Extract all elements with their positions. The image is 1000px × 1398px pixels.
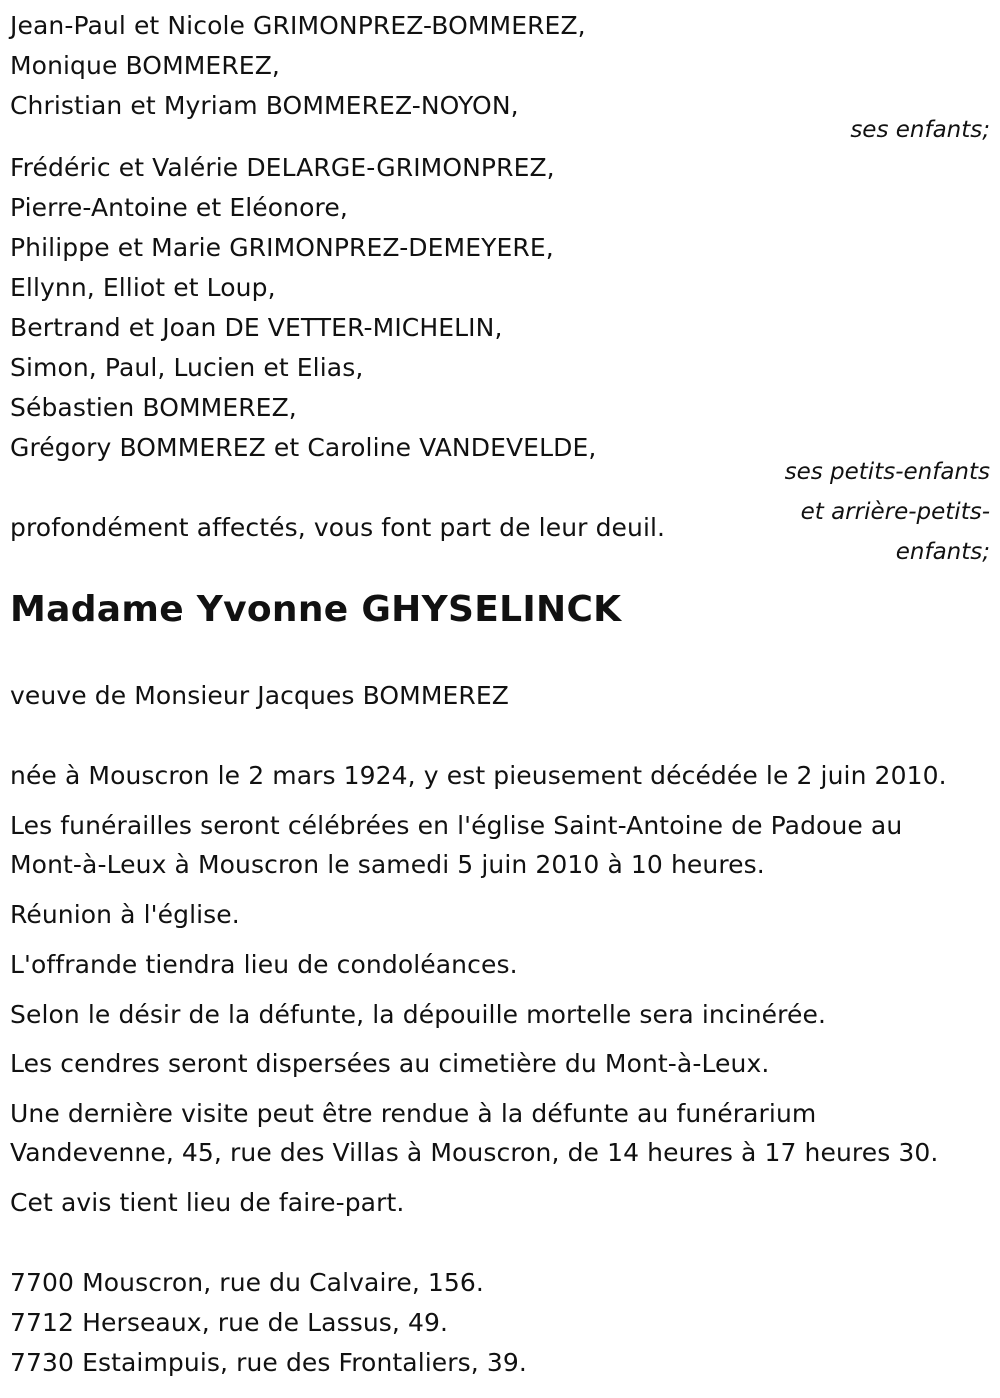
- child-line: Christian et Myriam BOMMEREZ-NOYON,: [10, 91, 519, 120]
- address-line: 7700 Mouscron, rue du Calvaire, 156.: [10, 1268, 484, 1297]
- grandchild-line: Grégory BOMMEREZ et Caroline VANDEVELDE,: [10, 433, 597, 462]
- detail-line: Les funérailles seront célébrées en l'église Saint-Antoine de Padoue au: [10, 811, 903, 840]
- deceased-name: Madame Yvonne GHYSELINCK: [10, 589, 622, 630]
- child-line: Monique BOMMEREZ,: [10, 51, 280, 80]
- grandchild-line: Ellynn, Elliot et Loup,: [10, 273, 276, 302]
- announcement-text: profondément affectés, vous font part de leur deuil.: [10, 513, 666, 542]
- grandchild-line: Pierre-Antoine et Eléonore,: [10, 193, 348, 222]
- grandchild-line: Philippe et Marie GRIMONPREZ-DEMEYERE,: [10, 233, 554, 262]
- widow-of-text: veuve de Monsieur Jacques BOMMEREZ: [10, 681, 509, 710]
- grandchild-line: Frédéric et Valérie DELARGE-GRIMONPREZ,: [10, 153, 555, 182]
- detail-line: Cet avis tient lieu de faire-part.: [10, 1188, 405, 1217]
- children-label: ses enfants;: [850, 117, 990, 143]
- child-line: Jean-Paul et Nicole GRIMONPREZ-BOMMEREZ,: [10, 11, 586, 40]
- detail-line: Mont-à-Leux à Mouscron le samedi 5 juin 2010 à 10 heures.: [10, 850, 765, 879]
- detail-line: L'offrande tiendra lieu de condoléances.: [10, 950, 518, 979]
- grandchildren-label: ses petits-enfants: [784, 459, 990, 485]
- grandchildren-label: et arrière-petits-: [800, 499, 990, 525]
- grandchild-line: Sébastien BOMMEREZ,: [10, 393, 297, 422]
- detail-line: Les cendres seront dispersées au cimetière du Mont-à-Leux.: [10, 1049, 770, 1078]
- detail-line: née à Mouscron le 2 mars 1924, y est pieusement décédée le 2 juin 2010.: [10, 761, 947, 790]
- grandchild-line: Simon, Paul, Lucien et Elias,: [10, 353, 364, 382]
- address-line: 7730 Estaimpuis, rue des Frontaliers, 39.: [10, 1348, 527, 1377]
- detail-line: Une dernière visite peut être rendue à la défunte au funérarium: [10, 1099, 817, 1128]
- grandchild-line: Bertrand et Joan DE VETTER-MICHELIN,: [10, 313, 503, 342]
- grandchildren-label: enfants;: [895, 539, 990, 565]
- detail-line: Vandevenne, 45, rue des Villas à Mouscron, de 14 heures à 17 heures 30.: [10, 1138, 939, 1167]
- detail-line: Réunion à l'église.: [10, 900, 240, 929]
- address-line: 7712 Herseaux, rue de Lassus, 49.: [10, 1308, 449, 1337]
- detail-line: Selon le désir de la défunte, la dépouille mortelle sera incinérée.: [10, 1000, 826, 1029]
